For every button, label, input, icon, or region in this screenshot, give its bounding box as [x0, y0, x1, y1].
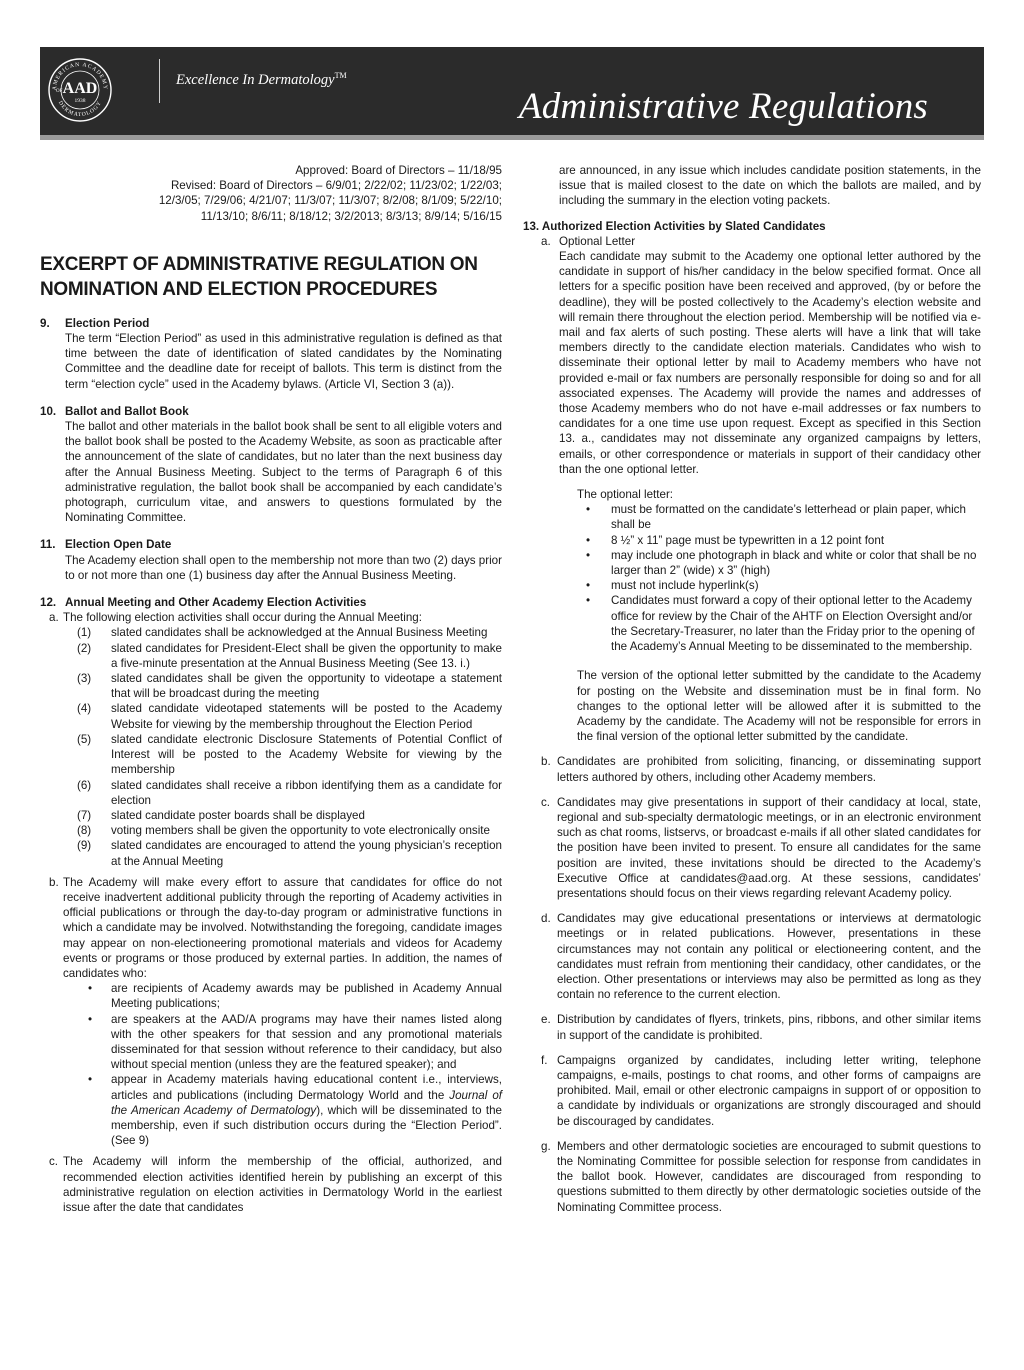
subitem-text: Members and other dermatologic societies are encouraged to submit questions to the Nominating Committee for possible selection for response from candidates in the ballot book. However, candidates are discouraged from responding to questions submitted to them directly by other dermatologic societies outside of the Nominating Committee process. [557, 1139, 981, 1214]
subitem-text: Distribution by candidates of flyers, trinkets, pins, ribbons, and other similar items in support of the candidate is prohibited. [557, 1013, 981, 1042]
section-11-number: 11. [40, 538, 56, 552]
section-12-c-label: c. [49, 1155, 59, 1169]
section-12-c [40, 1154, 502, 1215]
bullet-icon: • [87, 982, 93, 996]
list-item-number: (9) [77, 839, 92, 853]
section-12-b-label: b. [49, 875, 59, 889]
section-11-heading [40, 537, 502, 552]
section-9-number: 9. [40, 316, 50, 330]
section-13-subitems [523, 754, 981, 1214]
section-10-heading [40, 404, 502, 419]
subitem-label: b. [541, 755, 551, 769]
subitem-label: c. [541, 795, 551, 809]
section-12-number: 12. [40, 596, 57, 610]
bullet-icon: • [87, 1073, 93, 1087]
section-12-c-body: The Academy will inform the membership of the official, authorized, and recommended election activities identified herein by publishing an excerpt of this administrative regulation on election activities in Dermatology World in the earliest issue after the date that candidates [63, 1155, 502, 1214]
list-item [63, 981, 502, 1011]
list-item [63, 701, 502, 731]
svg-text:1938: 1938 [74, 98, 86, 104]
list-item-number: (2) [77, 641, 92, 655]
list-item-text: slated candidates shall be given the opportunity to videotape a statement that will be broadcast during the meeting [111, 672, 502, 701]
header-banner [40, 47, 984, 135]
section-10-title: Ballot and Ballot Book [65, 404, 189, 418]
journal-title: Journal of the American Academy of Dermatology [111, 1088, 502, 1117]
list-item [63, 671, 502, 701]
section-13-a-body: Each candidate may submit to the Academy one optional letter authored by the candidate in support of his/her candidacy in the below specified format. Once all letters for a specific position have been received and approved, (by or before the deadline), they will be posted collectively to the Academy’s election website and will remain there throughout the election period. Membership will be notified via e-mail and fax alerts of such posting. These alerts will have a link that will take members directly to the candidate election materials. Candidates who wish to disseminate their optional letter by mail to Academy members who have not provided e-mail or fax numbers are personally responsible for doing so and for all associated expenses. The Academy will provide the names and addresses of those Academy members who do not have e-mail addresses or fax numbers to candidates for a one time use upon request. Except as specified in this Section 13. a., candidates may not disseminate any organized campaigns by letters, emails, or other correspondence or materials in support of their candidacy other than the one optional letter. [559, 250, 981, 476]
section-12-b-bullets [63, 981, 502, 1072]
subitem-text: Campaigns organized by candidates, including letter writing, telephone campaigns, e-mails, postings to chat rooms, and other forms of campaigns are prohibited. Mail, email or other electronic campaigns in support of or opposition to a candidate by individuals or organizations are strongly discouraged and should be discouraged by candidates. [557, 1053, 981, 1128]
list-item [63, 823, 502, 838]
bullet-icon: • [585, 579, 591, 593]
list-item-text: slated candidates shall be acknowledged at the Annual Business Meeting [111, 626, 488, 640]
list-item [577, 593, 981, 654]
list-item [63, 641, 502, 671]
bullet-3-text-pre: appear in Academy materials having educational content i.e., interviews, articles and publications (including Dermatology World and the [111, 1073, 502, 1102]
subitem-text: Candidates are prohibited from soliciting, financing, or disseminating support letters authored by others, including other Academy members. [557, 755, 981, 784]
list-item-text: slated candidates are encouraged to attend the young physician’s reception at the Annual Meeting [111, 839, 502, 868]
list-item-text: voting members shall be given the opportunity to vote electronically onsite [111, 824, 490, 838]
list-item-number: (5) [77, 732, 92, 746]
section-11-title: Election Open Date [65, 538, 172, 552]
list-item-text: Candidates must forward a copy of their optional letter to the Academy office for review by the Chair of the AHTF on Election Oversight and/or the Secretary-Treasurer, no later than the Friday prior to the opening of the Academy’s Annual Meeting to be disseminated to the membership. [611, 594, 975, 654]
section-13-a [523, 234, 981, 477]
section-13-title: Authorized Election Activities by Slated Candidates [541, 219, 826, 233]
section-12-heading [40, 595, 502, 610]
section-12-title: Annual Meeting and Other Academy Election Activities [65, 596, 367, 610]
approved-line: Approved: Board of Directors – 11/18/95 [295, 164, 502, 177]
list-item-text: are recipients of Academy awards may be published in Academy Annual Meeting publications; [111, 982, 502, 1011]
list-item [577, 578, 981, 593]
section-9-heading [40, 316, 502, 331]
list-item [63, 778, 502, 808]
list-item-text: slated candidates for President-Elect shall be given the opportunity to make a five-minute presentation at the Annual Business Meeting (See 13. i.) [111, 641, 502, 670]
list-item [577, 533, 981, 548]
list-item [63, 1012, 502, 1073]
subitem-label: d. [541, 912, 551, 926]
bullet-icon: • [585, 533, 591, 547]
right-column [523, 163, 981, 1215]
approval-block [40, 163, 502, 224]
section-9 [40, 316, 502, 392]
section-13-subitem [523, 1139, 981, 1215]
banner-underline [40, 135, 984, 140]
left-column [40, 163, 502, 1215]
list-item [63, 838, 502, 868]
list-item [63, 808, 502, 823]
list-item-number: (8) [77, 824, 92, 838]
section-12-b-bullet-3 [111, 1072, 502, 1148]
optional-letter-intro: The optional letter: [577, 488, 674, 502]
section-13-subitem [523, 754, 981, 784]
list-item-text: slated candidate electronic Disclosure Statements of Potential Conflict of Interest will be posted to the Academy Website for viewing by the membership [111, 732, 502, 777]
svg-text:AAD: AAD [62, 80, 98, 97]
section-13-a-title: Optional Letter [559, 234, 636, 248]
list-item-number: (7) [77, 808, 92, 822]
svg-text:DERMATOLOGY: DERMATOLOGY [56, 100, 104, 119]
section-11 [40, 537, 502, 583]
section-9-body: The term “Election Period” as used in this administrative regulation is defined as that time between the date of identification of slated candidates by the Nominating Committee and the deadline date for receipt of ballots. This term is distinct from the term “election cycle” used in the Academy bylaws. (Article VI, Section 3 (a)). [65, 332, 502, 391]
list-item-text: are speakers at the AAD/A programs may have their names listed along with the other speakers for that session and any promotional materials disseminated for that session without reference to their candidacy, but also without special mention (unless they are the featured speaker); and [111, 1012, 502, 1072]
section-13-subitem [523, 795, 981, 901]
banner-title: Administrative Regulations [518, 86, 928, 127]
section-12-a-list [63, 625, 502, 868]
svg-text:OF: OF [56, 89, 63, 94]
section-12-a-label: a. [49, 611, 59, 625]
list-item-number: (1) [77, 626, 92, 640]
aad-seal-logo [47, 57, 113, 123]
section-13-a-label: a. [541, 234, 551, 248]
bullet-icon: • [585, 594, 591, 608]
list-item [63, 1072, 502, 1148]
section-13-number: 13. [523, 219, 540, 233]
list-item-text: slated candidates shall receive a ribbon identifying them as a candidate for election [111, 778, 502, 807]
section-12-c-continued: are announced, in any issue which includes candidate position statements, in the issue that is mailed closest to the date on which the ballots are mailed, and by including the summary in the election voting packets. [559, 164, 981, 208]
list-item-text: 8 ½” x 11” page must be typewritten in a 12 point font [611, 533, 885, 547]
document-title-line-1: EXCERPT OF ADMINISTRATIVE REGULATION ON [40, 253, 478, 275]
section-10 [40, 404, 502, 526]
list-item-number: (4) [77, 702, 92, 716]
section-12-a-intro: The following election activities shall occur during the Annual Meeting: [63, 611, 422, 625]
list-item [63, 625, 502, 640]
section-11-body: The Academy election shall open to the membership not more than two (2) days prior to or not more than one (1) business day after the Annual Business Meeting. [65, 553, 502, 582]
document-title [40, 252, 502, 302]
list-item-text: slated candidate videotaped statements will be posted to the Academy Website for viewing by the membership throughout the Election Period [111, 702, 502, 731]
list-item-number: (3) [77, 672, 92, 686]
section-12 [40, 595, 502, 1215]
bullet-icon: • [585, 548, 591, 562]
list-item-text: may include one photograph in black and white or color that shall be no larger than 2” (wide) x 3” (high) [611, 548, 977, 578]
list-item [577, 548, 981, 578]
list-item [63, 732, 502, 778]
optional-letter-version: The version of the optional letter submitted by the candidate to the Academy for posting on the Website and dissemination must be in final form. No changes to the optional letter will be allowed after it is submitted to the Academy by the candidate. The Academy will not be responsible for errors in the final version of the optional letter submitted by the candidate. [577, 669, 981, 744]
subitem-text: Candidates may give educational presentations or interviews at dermatologic meetings or in related publications. However, presentations in these circumstances may not contain any political or electioneering content, and the candidates must refrain from mentioning their candidacy, other candidates, or the election. Other presentations or interviews may also be permitted as long as they contain no reference to the current election. [557, 912, 981, 1002]
optional-letter-block [577, 487, 981, 744]
section-13-heading [523, 219, 981, 234]
optional-letter-bullets [577, 502, 981, 654]
banner-divider [159, 59, 160, 103]
subitem-text: Candidates may give presentations in support of their candidacy at local, state, regional and sub-specialty dermatologic meetings, or in an electronic environment such as chat rooms, listservs, or broadcast e-mails if all other slated candidates for the position have been invited to present. To ensure all candidates for the same position are invited, these invitations should be directed to the Academy’s Executive Office at candidates@aad.org. At these sessions, candidates’ presentations should focus on their views regarding relevant Academy policy. [557, 795, 981, 900]
section-10-body: The ballot and other materials in the ballot book shall be sent to all eligible voters and the ballot book shall be posted to the Academy Website, as soon as practicable after the announcement of the slate of candidates, but no later than the next business day after the Annual Business Meeting. Subject to the terms of Paragraph 6 of this administrative regulation, the ballot book shall be accompanied by each candidate’s photograph, curriculum vitae, and answers to questions formulated by the Nominating Committee. [65, 420, 502, 525]
subitem-label: g. [541, 1139, 551, 1153]
document-title-line-2: NOMINATION AND ELECTION PROCEDURES [40, 278, 438, 300]
section-13-subitem [523, 911, 981, 1002]
list-item-text: must not include hyperlink(s) [611, 579, 759, 593]
tagline: Excellence In Dermatology™ [176, 71, 347, 88]
list-item [577, 502, 981, 532]
revised-line-2: 12/3/05; 7/29/06; 4/21/07; 11/3/07; 11/3/07; 8/2/08; 8/1/09; 5/22/10; [158, 194, 502, 208]
section-12-a [40, 610, 502, 868]
list-item-text: must be formatted on the candidate’s letterhead or plain paper, which shall be [611, 503, 966, 532]
svg-text:AMERICAN ACADEMY: AMERICAN ACADEMY [51, 61, 109, 91]
subitem-label: f. [541, 1053, 548, 1067]
list-item-number: (6) [77, 778, 92, 792]
section-13-subitem [523, 1053, 981, 1129]
bullet-3-text-post: ), which will be disseminated to the membership, even if such distribution occurs during the “Election Period”. (See 9) [111, 1103, 502, 1148]
bullet-icon: • [585, 503, 591, 517]
bullet-icon: • [87, 1012, 93, 1026]
section-12-b-body: The Academy will make every effort to assure that candidates for office do not receive inadvertent additional publicity through the reporting of Academy activities in official publications or through the day-to-day program or administrative functions in which a candidate may be involved. Notwithstanding the foregoing, candidate images may appear on non-electioneering promotional materials and videos for Academy events or programs or those produced by external parties. In addition, the names of candidates who: [63, 875, 502, 980]
subitem-label: e. [541, 1013, 551, 1027]
list-item-text: slated candidate poster boards shall be displayed [111, 808, 365, 822]
section-10-number: 10. [40, 404, 57, 418]
section-9-title: Election Period [65, 316, 150, 330]
section-13-subitem [523, 1012, 981, 1042]
revised-line-1: Revised: Board of Directors – 6/9/01; 2/22/02; 11/23/02; 1/22/03; [170, 179, 502, 193]
revised-line-3: 11/13/10; 8/6/11; 8/18/12; 3/2/2013; 8/3/13; 8/9/14; 5/16/15 [200, 209, 502, 223]
section-12-b [40, 875, 502, 1149]
